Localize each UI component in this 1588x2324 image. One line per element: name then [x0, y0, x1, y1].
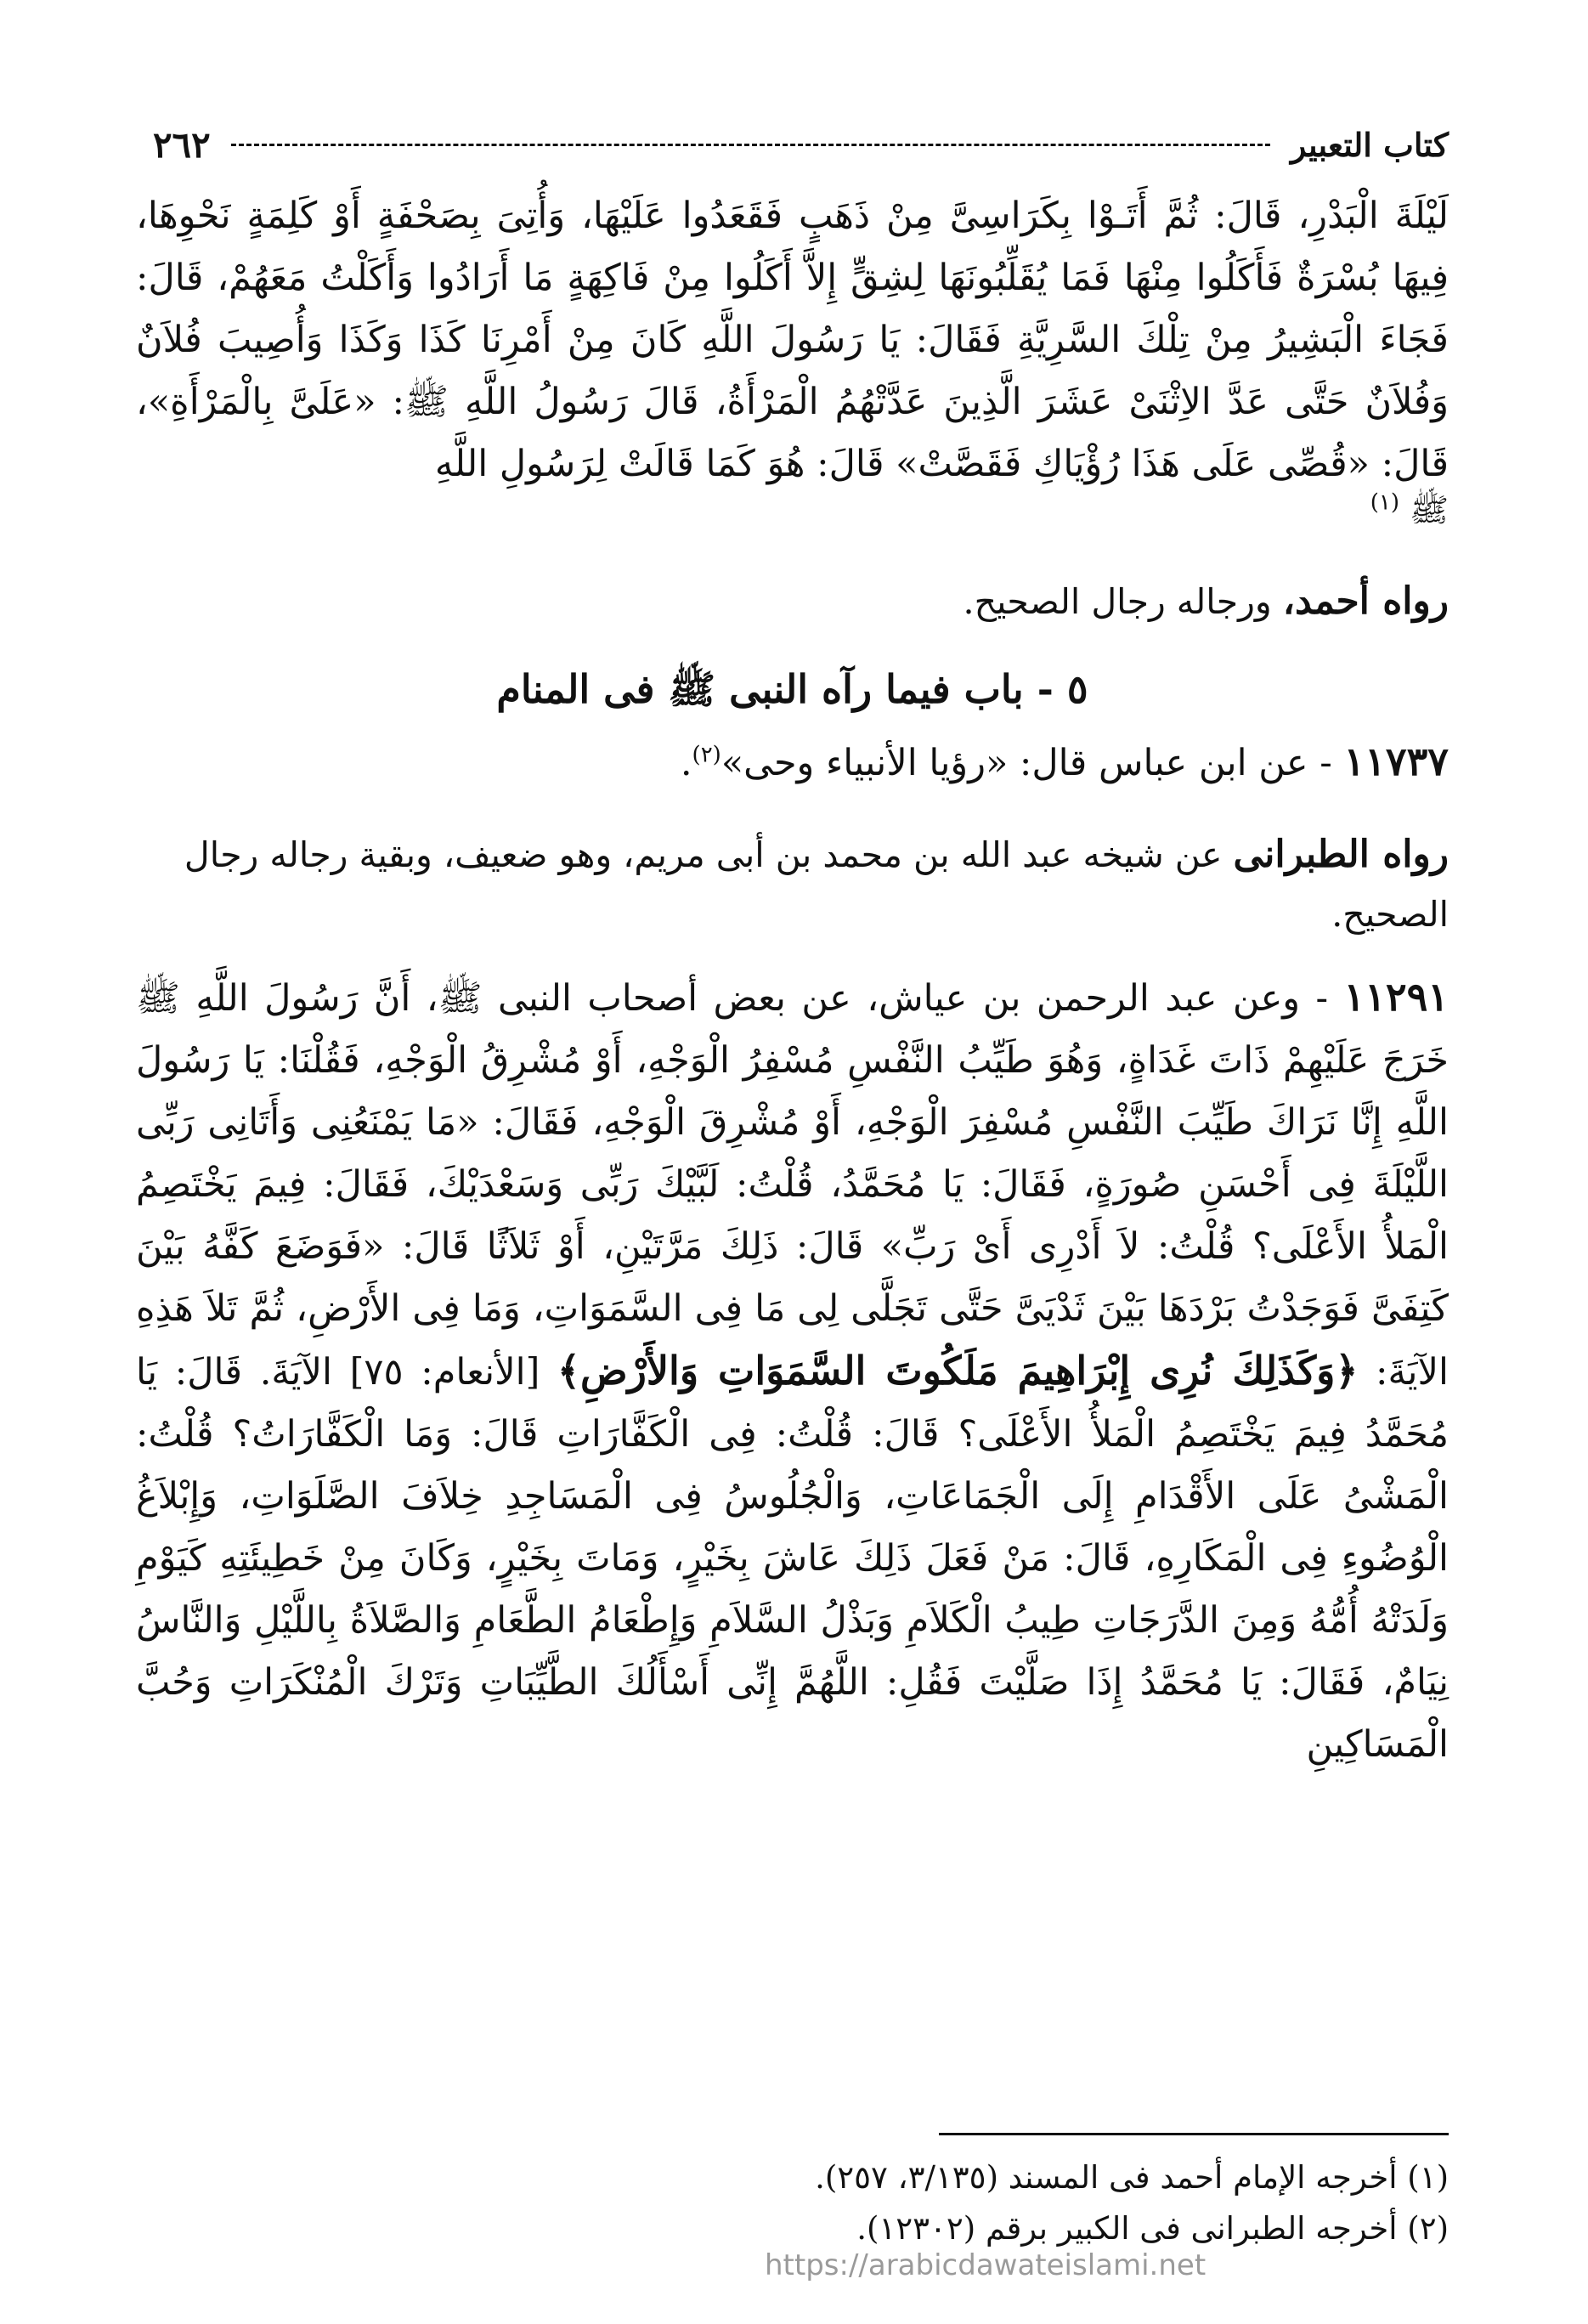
- footnote-1: (١) أخرجه الإمام أحمد فى المسند (٣/١٣٥، ٢٥٧).: [815, 2159, 1449, 2196]
- hadith-11291: [136, 966, 1449, 1776]
- page-number: ٢٦٢: [153, 123, 211, 166]
- running-header: [136, 119, 1449, 170]
- hadith-end-11737: .: [680, 742, 692, 784]
- hadith-text-11291-part2: [الأنعام: ٧٥] الآيَةَ. قَالَ: يَا مُحَمَّدُ فِيمَ يَخْتَصِمُ الْمَلأُ الأَعْلَى؟ قَالَ: قُلْتُ: فِى الْكَفَّارَاتِ قَالَ: وَمَا الْكَفَّارَاتُ؟ قُلْتُ: الْمَشْىُ عَلَى الأَقْدَامِ إِلَى الْجَمَاعَاتِ، وَالْجُلُوسُ فِى الْمَسَاجِدِ خِلاَفَ الصَّلَوَاتِ، وَإِبْلاَغُ الْوُضُوءِ فِى الْمَكَارِهِ، قَالَ: مَنْ فَعَلَ ذَلِكَ عَاشَ بِخَيْرٍ، وَمَاتَ بِخَيْرٍ، وَكَانَ مِنْ خَطِيئَتِهِ كَيَوْمِ وَلَدَتْهُ أُمُّهُ وَمِنَ الدَّرَجَاتِ طِيبُ الْكَلاَمِ وَبَذْلُ السَّلاَمِ وَإِطْعَامُ الطَّعَامِ وَالصَّلاَةُ بِاللَّيْلِ وَالنَّاسُ نِيَامٌ، فَقَالَ: يَا مُحَمَّدُ إِذَا صَلَّيْتَ فَقُلِ: اللَّهُمَّ إِنِّى أَسْأَلُكَ الطَّيِّبَاتِ وَتَرْكَ الْمُنْكَرَاتِ وَحُبَّ الْمَسَاكِينِ: [136, 1351, 1449, 1766]
- hadith-number-11737: ١١٧٣٧: [1343, 738, 1449, 784]
- hadith-continuation-body: لَيْلَةَ الْبَدْرِ، قَالَ: ثُمَّ أَتَـوْا بِكَرَاسِىَّ مِنْ ذَهَبٍ فَقَعَدُوا عَلَيْهَا، وَأُتِىَ بِصَحْفَةٍ أَوْ كَلِمَةٍ نَحْوِهَا، فِيهَا بُسْرَةٌ فَأَكَلُوا مِنْهَا فَمَا يُقَلِّبُونَهَا لِشِقٍّ إِلاَّ أَكَلُوا مِنْ فَاكِهَةٍ مَا أَرَادُوا وَأَكَلْتُ مَعَهُمْ، قَالَ: فَجَاءَ الْبَشِيرُ مِنْ تِلْكَ السَّرِيَّةِ فَقَالَ: يَا رَسُولَ اللَّهِ كَانَ مِنْ أَمْرِنَا كَذَا وَكَذَا وَأُصِيبَ فُلاَنٌ وَفُلاَنٌ حَتَّى عَدَّ الاِثْنَىْ عَشَرَ الَّذِينَ عَدَّتْهُمُ الْمَرْأَةُ، قَالَ رَسُولُ اللَّهِ ﷺ: «عَلَىَّ بِالْمَرْأَةِ»، قَالَ: «قُصِّى عَلَى هَذَا رُؤْيَاكِ فَقَصَّتْ» قَالَ: هُوَ كَمَا قَالَتْ لِرَسُولِ اللَّهِ: [136, 195, 1449, 485]
- footnote-2: (٢) أخرجه الطبرانى فى الكبير برقم (١٢٣٠٢).: [856, 2210, 1449, 2247]
- spacer: [136, 944, 1449, 966]
- salawat-glyph: ﷺ: [1410, 491, 1449, 529]
- book-title: كتاب التعبير: [1291, 125, 1449, 164]
- footnotes-section: [136, 2133, 1449, 2254]
- document-page: [136, 119, 1449, 2294]
- chapter-heading: ٥ - باب فيما رآه النبى ﷺ فى المنام: [496, 666, 1088, 712]
- quran-verse: ﴿وَكَذَلِكَ نُرِى إِبْرَاهِيمَ مَلَكُوتَ السَّمَوَاتِ وَالأَرْضِ﴾: [557, 1348, 1359, 1394]
- hadith-text-11737: - عن ابن عباس قال: «رؤيا الأنبياء وحى»: [721, 742, 1344, 784]
- footnote-separator: [939, 2133, 1449, 2135]
- source-narrator-ahmad: رواه أحمد،: [1282, 580, 1449, 623]
- salawat-line: [136, 490, 1449, 541]
- hadith-text-11291-part1: - وعن عبد الرحمن بن عياش، عن بعض أصحاب النبى ﷺ، أَنَّ رَسُولَ اللَّهِ ﷺ خَرَجَ عَلَيْهِمْ ذَاتَ غَدَاةٍ، وَهُوَ طَيِّبُ النَّفْسِ مُسْفِرُ الْوَجْهِ، أَوْ مُشْرِقُ الْوَجْهِ، فَقُلْنَا: يَا رَسُولَ اللَّهِ إِنَّا نَرَاكَ طَيِّبَ النَّفْسِ مُسْفِرَ الْوَجْهِ، أَوْ مُشْرِقَ الْوَجْهِ، فَقَالَ: «مَا يَمْنَعُنِى وَأَتَانِى رَبِّى اللَّيْلَةَ فِى أَحْسَنِ صُورَةٍ، فَقَالَ: يَا مُحَمَّدُ، قُلْتُ: لَبَّيْكَ رَبِّى وَسَعْدَيْكَ، فَقَالَ: فِيمَ يَخْتَصِمُ الْمَلأُ الأَعْلَى؟ قُلْتُ: لاَ أَدْرِى أَىْ رَبِّ» قَالَ: ذَلِكَ مَرَّتَيْنِ، أَوْ ثَلاَثًا قَالَ: «فَوَضَعَ كَفَّهُ بَيْنَ كَتِفَىَّ فَوَجَدْتُ بَرْدَهَا بَيْنَ ثَدْيَىَّ حَتَّى تَجَلَّى لِى مَا فِى السَّمَوَاتِ، وَمَا فِى الأَرْضِ، ثُمَّ تَلاَ هَذِهِ الآيَةَ:: [136, 977, 1449, 1394]
- hadith-continuation: [136, 185, 1449, 541]
- footnote-ref-2: (٢): [692, 742, 721, 768]
- hadith-number-11291: ١١٢٩١: [1343, 974, 1449, 1020]
- hadith-11737: [136, 731, 1449, 794]
- header-dashed-rule: [231, 144, 1270, 146]
- source-note-tabarani: [136, 825, 1449, 944]
- footnote-ref-1: (١): [1370, 489, 1399, 516]
- source-narrator-tabarani: رواه الطبرانى: [1233, 833, 1449, 876]
- hadith-continuation-text: [136, 185, 1449, 495]
- source-note-ahmad: [136, 572, 1449, 631]
- source-text-tabarani: عن شيخه عبد الله بن محمد بن أبى مريم، وهو ضعيف، وبقية رجاله رجال الصحيح.: [184, 834, 1449, 935]
- watermark-url: https://arabicdawateislami.net: [765, 2248, 1207, 2282]
- source-text-ahmad: ورجاله رجال الصحيح.: [963, 581, 1283, 622]
